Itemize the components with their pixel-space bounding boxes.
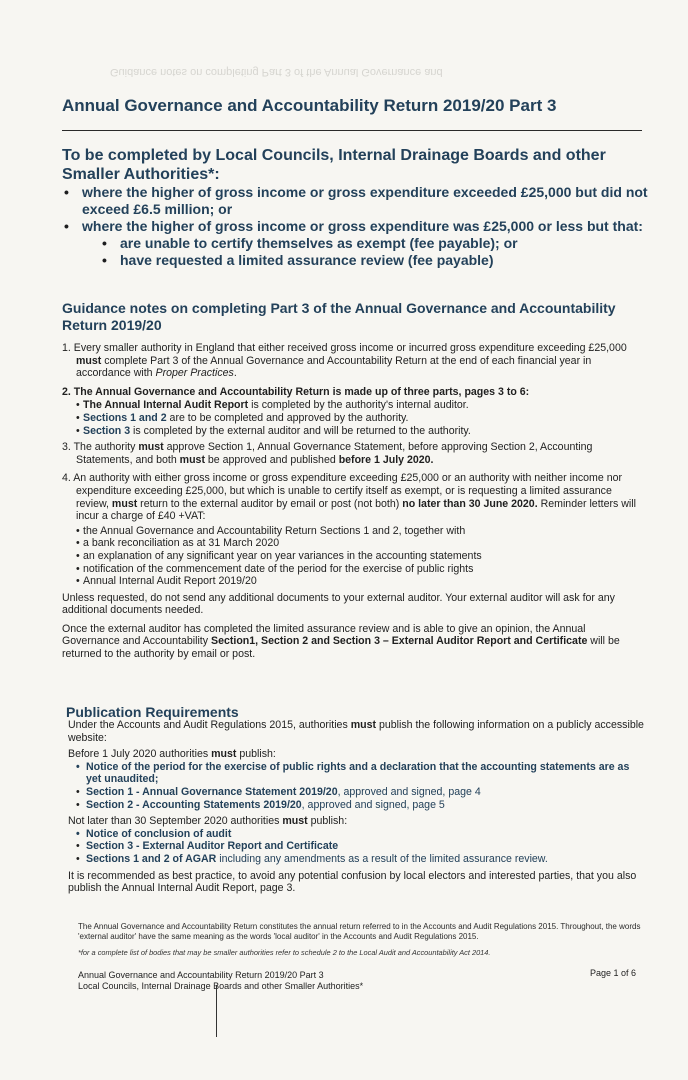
criteria-item-text: where the higher of gross income or gross expenditure was £25,000 or less but that: xyxy=(82,218,643,234)
footnote-regulations: The Annual Governance and Accountability Return constitutes the annual return referred to in the Accounts and Audit Regulations 2015. Throughout, the words 'external auditor' have the same meaning as the words 'local auditor' in the Accounts and Audit Regulations 2015. xyxy=(78,922,641,941)
criteria-item xyxy=(62,218,652,269)
list-item: • Notice of the period for the exercise of public rights and a declaration that the accounting statements are as yet unaudited; xyxy=(76,761,646,786)
page-number: Page 1 of 6 xyxy=(590,968,637,978)
show-through-text: Guidance notes on completing Part 3 of the Annual Governance and xyxy=(110,66,443,78)
list-item: • the Annual Governance and Accountability Return Sections 1 and 2, together with xyxy=(76,525,646,538)
note-4: 4. An authority with either gross income or gross expenditure exceeding £25,000 or an authority with neither income nor expenditure exceeding £25,000, but which is unable to certify itself as exempt, or is requesting a limited assurance review, must return to the external auditor by email or post (not both) no later than 30 June 2020. Reminder letters will incur a charge of £40 +VAT: xyxy=(62,472,636,523)
note-2: 2. The Annual Governance and Accountability Return is made up of three parts, pages 3 to 6: xyxy=(62,385,530,398)
scan-mark xyxy=(216,985,217,1037)
guidance-notes xyxy=(62,342,646,667)
before-list xyxy=(68,761,646,811)
sub-criteria-item: • have requested a limited assurance review (fee payable) xyxy=(82,252,652,269)
before-label: Before 1 July 2020 authorities must publish: xyxy=(68,748,276,761)
list-item: • Sections 1 and 2 of AGAR including any amendments as a result of the limited assurance review. xyxy=(76,853,646,866)
note-3: 3. The authority must approve Section 1, Annual Governance Statement, before approving Section 2, Accounting Statements, and both must be approved and published before 1 July 2020. xyxy=(62,441,593,466)
guidance-heading: Guidance notes on completing Part 3 of the Annual Governance and Accountability Return 2019/20 xyxy=(62,300,616,333)
list-item: • an explanation of any significant year on year variances in the accounting statements xyxy=(76,550,646,563)
criteria-item: • where the higher of gross income or gross expenditure exceeded £25,000 but did not exceed £6.5 million; or xyxy=(62,184,652,218)
title-divider xyxy=(62,130,642,131)
criteria-list xyxy=(62,184,652,269)
list-item: • Section 1 - Annual Governance Statement 2019/20, approved and signed, page 4 xyxy=(76,786,646,799)
footnote-asterisk: *for a complete list of bodies that may be smaller authorities refer to schedule 2 to the Local Audit and Accountability Act 2014. xyxy=(78,948,491,957)
after-label: Not later than 30 September 2020 authorities must publish: xyxy=(68,815,348,828)
list-item: • notification of the commencement date of the period for the exercise of public rights xyxy=(76,563,646,576)
sub-criteria-item: • are unable to certify themselves as exempt (fee payable); or xyxy=(82,235,652,252)
list-item: • Notice of conclusion of audit xyxy=(76,828,646,841)
list-item: • Sections 1 and 2 are to be completed and approved by the authority. xyxy=(76,412,646,425)
sub-criteria-list xyxy=(82,235,652,269)
after-list xyxy=(68,828,646,866)
list-item: • a bank reconciliation as at 31 March 2020 xyxy=(76,537,646,550)
list-item: • Annual Internal Audit Report 2019/20 xyxy=(76,575,646,588)
note-1: 1. Every smaller authority in England that either received gross income or incurred gross expenditure exceeding £25,000 must complete Part 3 of the Annual Governance and Accountability Return at the end of each financial year in accordance with Proper Practices. xyxy=(62,342,627,380)
footer-line-2: Local Councils, Internal Drainage Boards and other Smaller Authorities* xyxy=(78,981,364,991)
publication-intro: Under the Accounts and Audit Regulations 2015, authorities must publish the following information on a publicly accessible website: xyxy=(68,719,644,744)
unless-paragraph: Unless requested, do not send any additional documents to your external auditor. Your external auditor will ask for any additional documents needed. xyxy=(62,591,615,617)
list-item: • The Annual Internal Audit Report is completed by the authority's internal auditor. xyxy=(76,399,646,412)
page-footer xyxy=(78,970,498,992)
list-item: • Section 3 is completed by the external auditor and will be returned to the authority. xyxy=(76,425,646,438)
applicability-heading: To be completed by Local Councils, Internal Drainage Boards and other Smaller Authorities*: xyxy=(62,147,606,183)
list-item: • Section 2 - Accounting Statements 2019/20, approved and signed, page 5 xyxy=(76,799,646,812)
footer-line-1: Annual Governance and Accountability Return 2019/20 Part 3 xyxy=(78,970,324,980)
list-item: • Section 3 - External Auditor Report and Certificate xyxy=(76,840,646,853)
recommend-paragraph: It is recommended as best practice, to avoid any potential confusion by local electors and interested parties, that you also publish the Annual Internal Audit Report, page 3. xyxy=(68,869,637,895)
note-2-list xyxy=(62,399,646,437)
once-paragraph: Once the external auditor has completed the limited assurance review and is able to give an opinion, the Annual Governance and Accountability Section1, Section 2 and Section 3 – External Auditor Report and Certificate will be returned to the authority by email or post. xyxy=(62,622,620,661)
publication-section xyxy=(68,719,646,899)
publication-heading: Publication Requirements xyxy=(66,704,239,720)
page-title: Annual Governance and Accountability Return 2019/20 Part 3 xyxy=(62,96,557,115)
note-4-list xyxy=(62,525,646,588)
